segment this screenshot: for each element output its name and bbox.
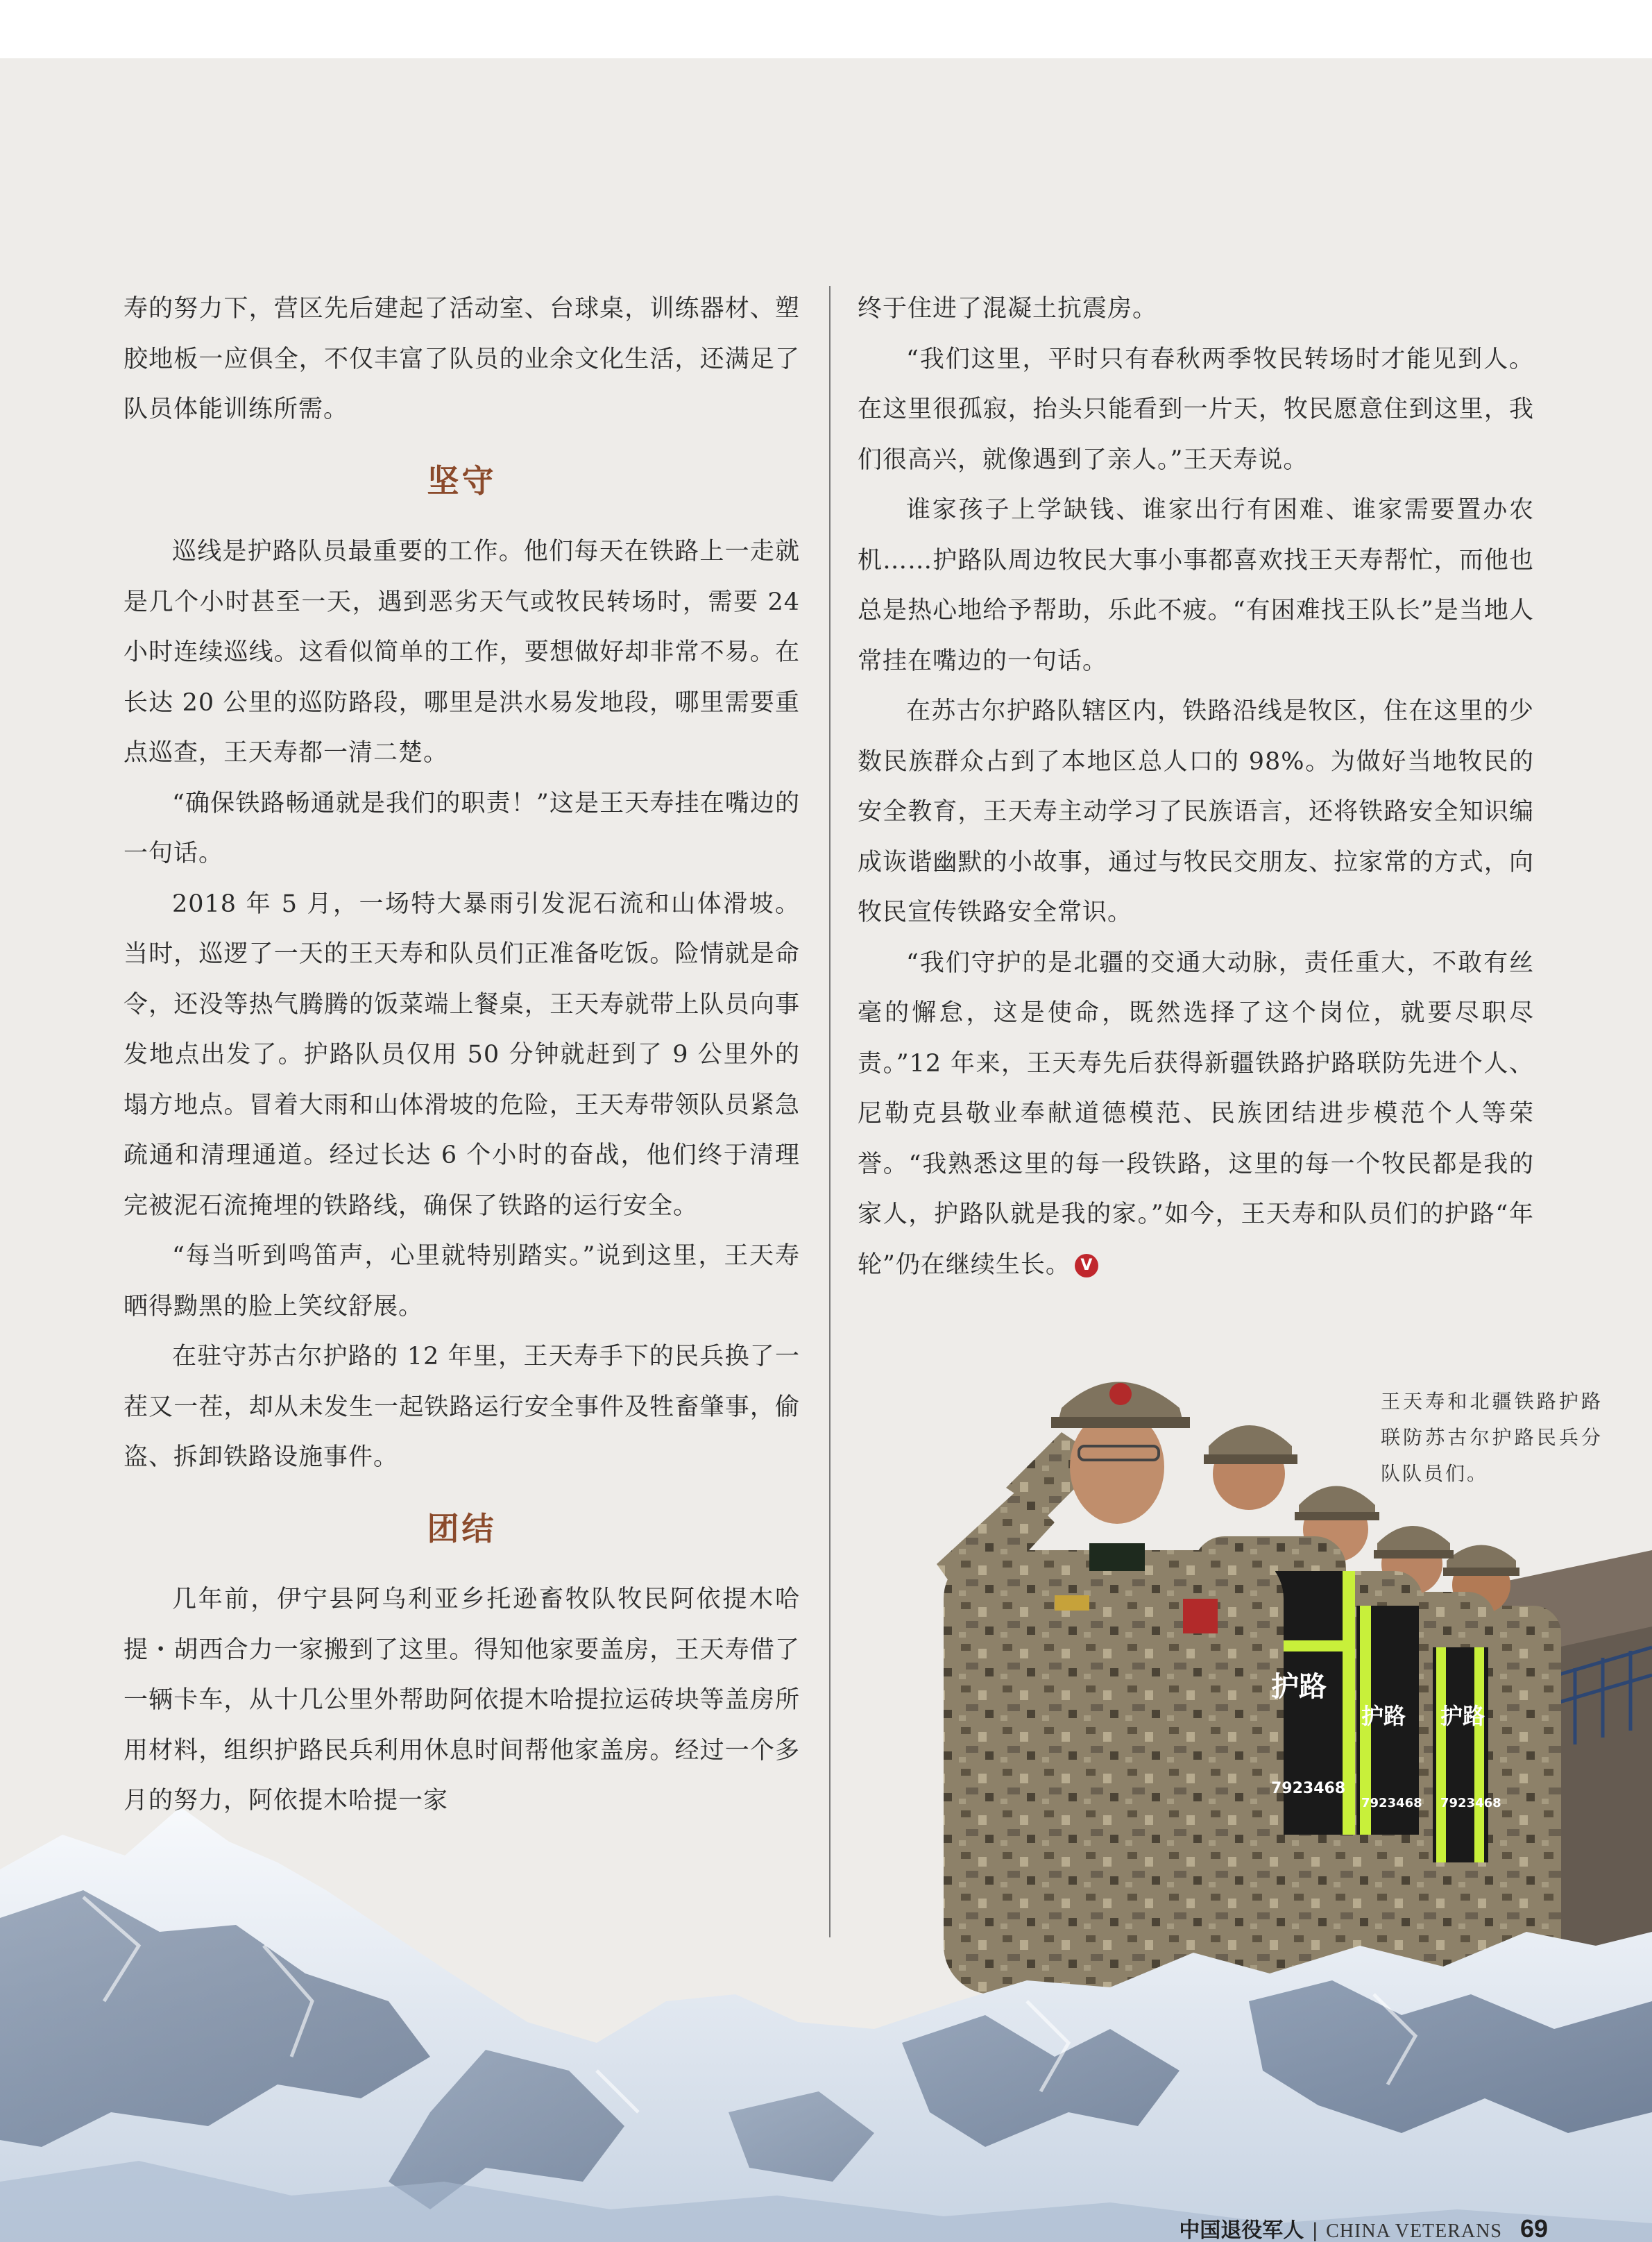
paragraph: 谁家孩子上学缺钱、谁家出行有困难、谁家需要置办农机……护路队周边牧民大事小事都喜欢找王天寿帮忙，而他也总是热心地给予帮助，乐此不疲。“有困难找王队长”是当地人常挂在嘴边的一句话。 bbox=[858, 496, 1534, 675]
section-heading: 团结 bbox=[427, 1509, 497, 1547]
magazine-name: 中国退役军人 bbox=[1179, 2219, 1304, 2242]
paragraph-text: “我们守护的是北疆的交通大动脉，责任重大，不敢有丝毫的懈怠，这是使命，既然选择了这个岗位，就要尽职尽责。”12 年来，王天寿先后获得新疆铁路护路联防先进个人、尼勒克县敬业奉献道德模范、民族团结进步模范个人等荣誉。“我熟悉这里的每一段铁路，这里的每一个牧民都是我的家人，护路队就是我的家。”如今，王天寿和队员们的护路“年轮”仍在继续生长。 bbox=[858, 949, 1534, 1279]
vest-label: 护路 bbox=[1271, 1671, 1327, 1703]
section-heading: 坚守 bbox=[427, 461, 497, 500]
column-divider bbox=[829, 286, 831, 1937]
vest-label: 护路 bbox=[1440, 1703, 1485, 1729]
vest-label: 护路 bbox=[1361, 1703, 1406, 1729]
paragraph: 2018 年 5 月，一场特大暴雨引发泥石流和山体滑坡。当时，巡逻了一天的王天寿和队员们正准备吃饭。险情就是命令，还没等热气腾腾的饭菜端上餐桌，王天寿就带上队员向事发地点出发了。护路队员仅用 50 分钟就赶到了 9 公里外的塌方地点。冒着大雨和山体滑坡的危险，王天寿带领队员紧急疏通和清理通道。经过长达 6 个小时的奋战，他们终于清理完被泥石流掩埋的铁路线，确保了铁路的运行安全。 bbox=[124, 890, 800, 1220]
paragraph: 几年前，伊宁县阿乌利亚乡托逊畜牧队牧民阿依提木哈提・胡西合力一家搬到了这里。得知他家要盖房，王天寿借了一辆卡车，从十几公里外帮助阿依提木哈提拉运砖块等盖房所用材料，组织护路民兵利用休息时间帮他家盖房。经过一个多月的努力，阿依提木哈提一家 bbox=[124, 1586, 800, 1815]
vest-number: 7923468 bbox=[1271, 1780, 1346, 1797]
paragraph: 在苏古尔护路队辖区内，铁路沿线是牧区，住在这里的少数民族群众占到了本地区总人口的 98%。为做好当地牧民的安全教育，王天寿主动学习了民族语言，还将铁路安全知识编成诙谐幽默的小故事，通过与牧民交朋友、拉家常的方式，向牧民宣传铁路安全常识。 bbox=[858, 697, 1534, 926]
magazine-english-name: CHINA VETERANS bbox=[1326, 2220, 1502, 2242]
paragraph: 巡线是护路队员最重要的工作。他们每天在铁路上一走就是几个小时甚至一天，遇到恶劣天气或牧民转场时，需要 24 小时连续巡线。这看似简单的工作，要想做好却非常不易。在长达 20 公里的巡防路段，哪里是洪水易发地段，哪里需要重点巡查，王天寿都一清二楚。 bbox=[124, 538, 800, 767]
footer-separator: | bbox=[1312, 2219, 1318, 2242]
photo-caption: 王天寿和北疆铁路护路联防苏古尔护路民兵分队队员们。 bbox=[1381, 1390, 1603, 1485]
page-number: 69 bbox=[1519, 2214, 1548, 2242]
vest-number: 7923468 bbox=[1440, 1796, 1501, 1810]
paragraph: “我们这里，平时只有春秋两季牧民转场时才能见到人。在这里很孤寂，抬头只能看到一片天，牧民愿意住到这里，我们很高兴，就像遇到了亲人。”王天寿说。 bbox=[858, 345, 1534, 474]
paragraph: “每当听到鸣笛声，心里就特别踏实。”说到这里，王天寿晒得黝黑的脸上笑纹舒展。 bbox=[124, 1242, 800, 1320]
vest-number: 7923468 bbox=[1361, 1796, 1422, 1810]
paragraph: 终于住进了混凝土抗震房。 bbox=[858, 295, 1158, 323]
paragraph: “确保铁路畅通就是我们的职责！”这是王天寿挂在嘴边的一句话。 bbox=[124, 789, 800, 867]
paragraph: 寿的努力下，营区先后建起了活动室、台球桌，训练器材、塑胶地板一应俱全，不仅丰富了队员的业余文化生活，还满足了队员体能训练所需。 bbox=[124, 295, 800, 423]
page-footer bbox=[1179, 2213, 1548, 2242]
right-column bbox=[858, 284, 1534, 1290]
end-mark-icon: V bbox=[1075, 1254, 1098, 1277]
paragraph-last bbox=[858, 938, 1534, 1291]
paragraph: 在驻守苏古尔护路的 12 年里，王天寿手下的民兵换了一茬又一茬，却从未发生一起铁路运行安全事件及牲畜肇事，偷盗、拆卸铁路设施事件。 bbox=[124, 1343, 800, 1471]
magazine-page bbox=[0, 58, 1652, 2242]
left-column bbox=[124, 284, 800, 1826]
